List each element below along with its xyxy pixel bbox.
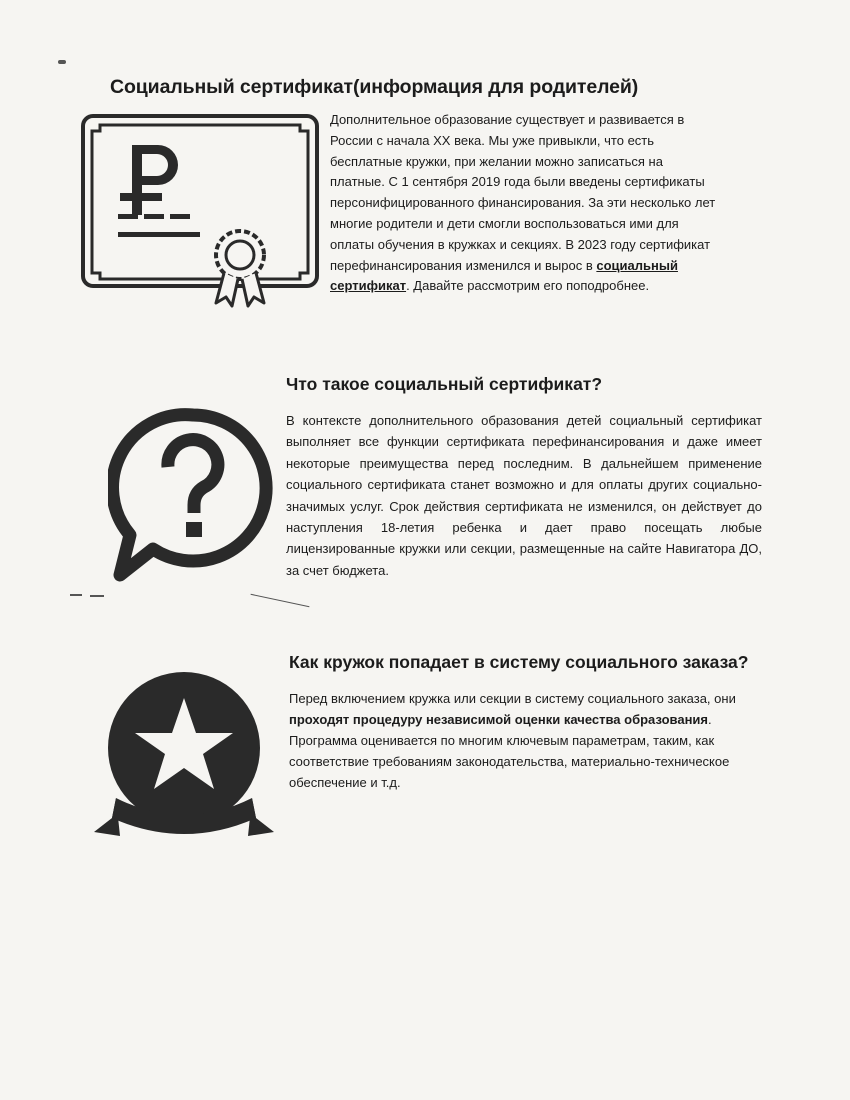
certificate-ruble-icon [80,113,320,313]
scan-speck [251,594,310,607]
question-bubble-icon [108,405,278,585]
section3-title: Как кружок попадает в систему социального заказа? [289,652,749,672]
section2-text: В контексте дополнительного образования детей социальный сертификат выполняет все функции сертификата перефинансирования и даже имеет некоторые преимущества перед последним. В дальнейшем применение социального сертификата станет возможно и для оплаты других социально-значимых услуг. Срок действия сертификата не изменился, он действует до наступления 18-летия ребенка и дает право посещать любые лицензированные кружки или секции, размещенные на сайте Навигатора ДО, за счет бюджета. [286,413,762,578]
section1-text: Дополнительное образование существует и развивается в России с начала ХХ века. Мы уже привыкли, что есть бесплатные кружки, при желании можно записаться на платные. С 1 сентября 2019 года были введены сертификаты персонифицированного финансирования. За эти несколько лет многие родители и дети смогли воспользоваться ими для оплаты обучения в кружках и секциях. В 2023 году сертификат перефинансирования изменился и вырос в социальный сертификат. Давайте рассмотрим его поподробнее. [330,112,716,294]
social-certificate-link: социальный сертификат [330,257,678,294]
page-title: Социальный сертификат(информация для родителей) [110,76,639,98]
scan-speck [58,60,66,64]
section2-title: Что такое социальный сертификат? [286,374,603,394]
scan-speck [90,595,104,597]
star-award-icon [94,672,274,852]
scan-speck [70,594,82,596]
section3-text: Перед включением кружка или секции в систему социального заказа, они проходят процедуру независимой оценки качества образования. Программа оценивается по многим ключевым параметрам, таким, как соответствие требованиям законодательства, материально-техническое обеспечение и т.д. [289,691,736,790]
